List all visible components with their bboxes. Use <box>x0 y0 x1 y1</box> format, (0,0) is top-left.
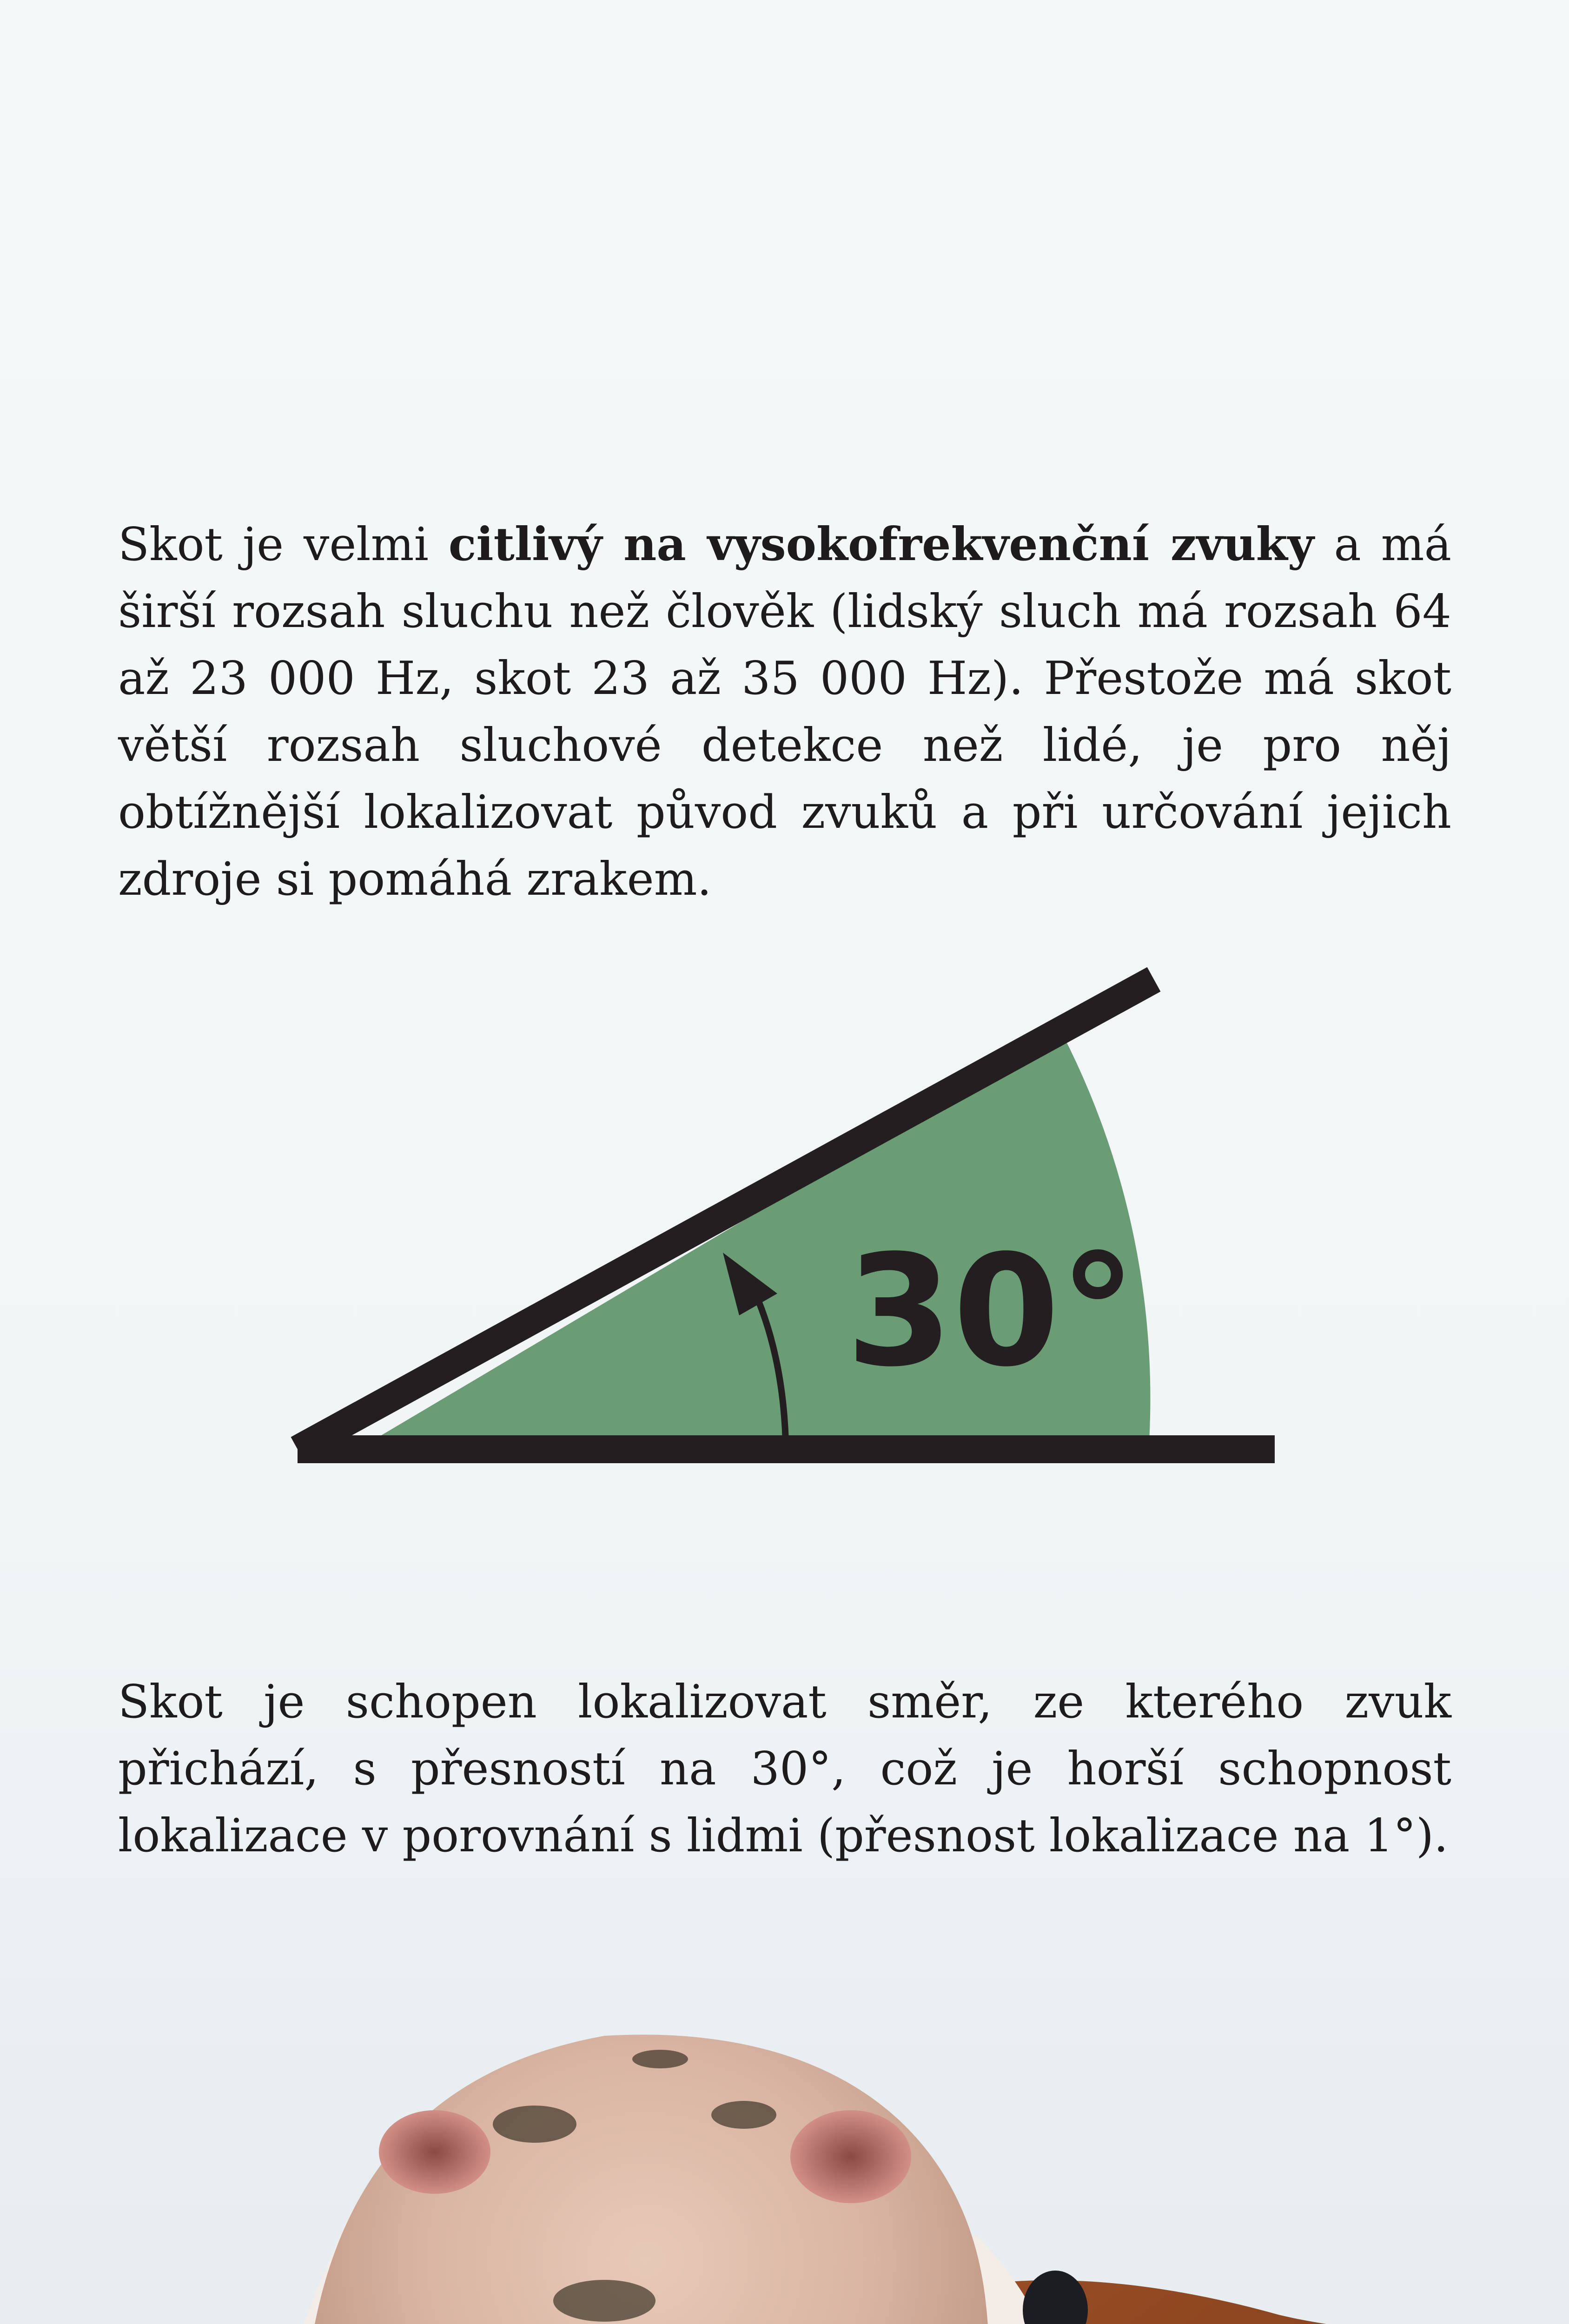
intro-bold-highlight: citlivý na vysokofrekvenční zvuky <box>448 518 1314 571</box>
localization-paragraph: Skot je schopen lokalizovat směr, ze kterého zvuk přichází, s přesností na 30°, což je horší schopnost lokalizace v porovnání s lidmi (přesnost lokalizace na 1°). <box>118 1676 1451 1862</box>
cow-eye <box>1023 2271 1088 2324</box>
intro-text-rest: a má širší rozsah sluchu než člověk (lidský sluch má rozsah 64 až 23 000 Hz, skot 23 až 35 000 Hz). Přestože má skot větší rozsah sluchové detekce než lidé, je pro něj obtížnější lokalizovat původ zvuků a při určování jejich zdroje si pomáhá zrakem. <box>118 518 1451 906</box>
angle-label: 30° <box>846 1222 1137 1400</box>
intro-text-start: Skot je velmi <box>118 518 449 571</box>
cow-nostril-right <box>790 2110 911 2203</box>
intro-paragraph <box>118 511 1451 913</box>
angle-diagram <box>288 962 1283 1473</box>
cow-nose-photo <box>0 1882 1569 2324</box>
cow-nostril-left <box>379 2110 490 2194</box>
